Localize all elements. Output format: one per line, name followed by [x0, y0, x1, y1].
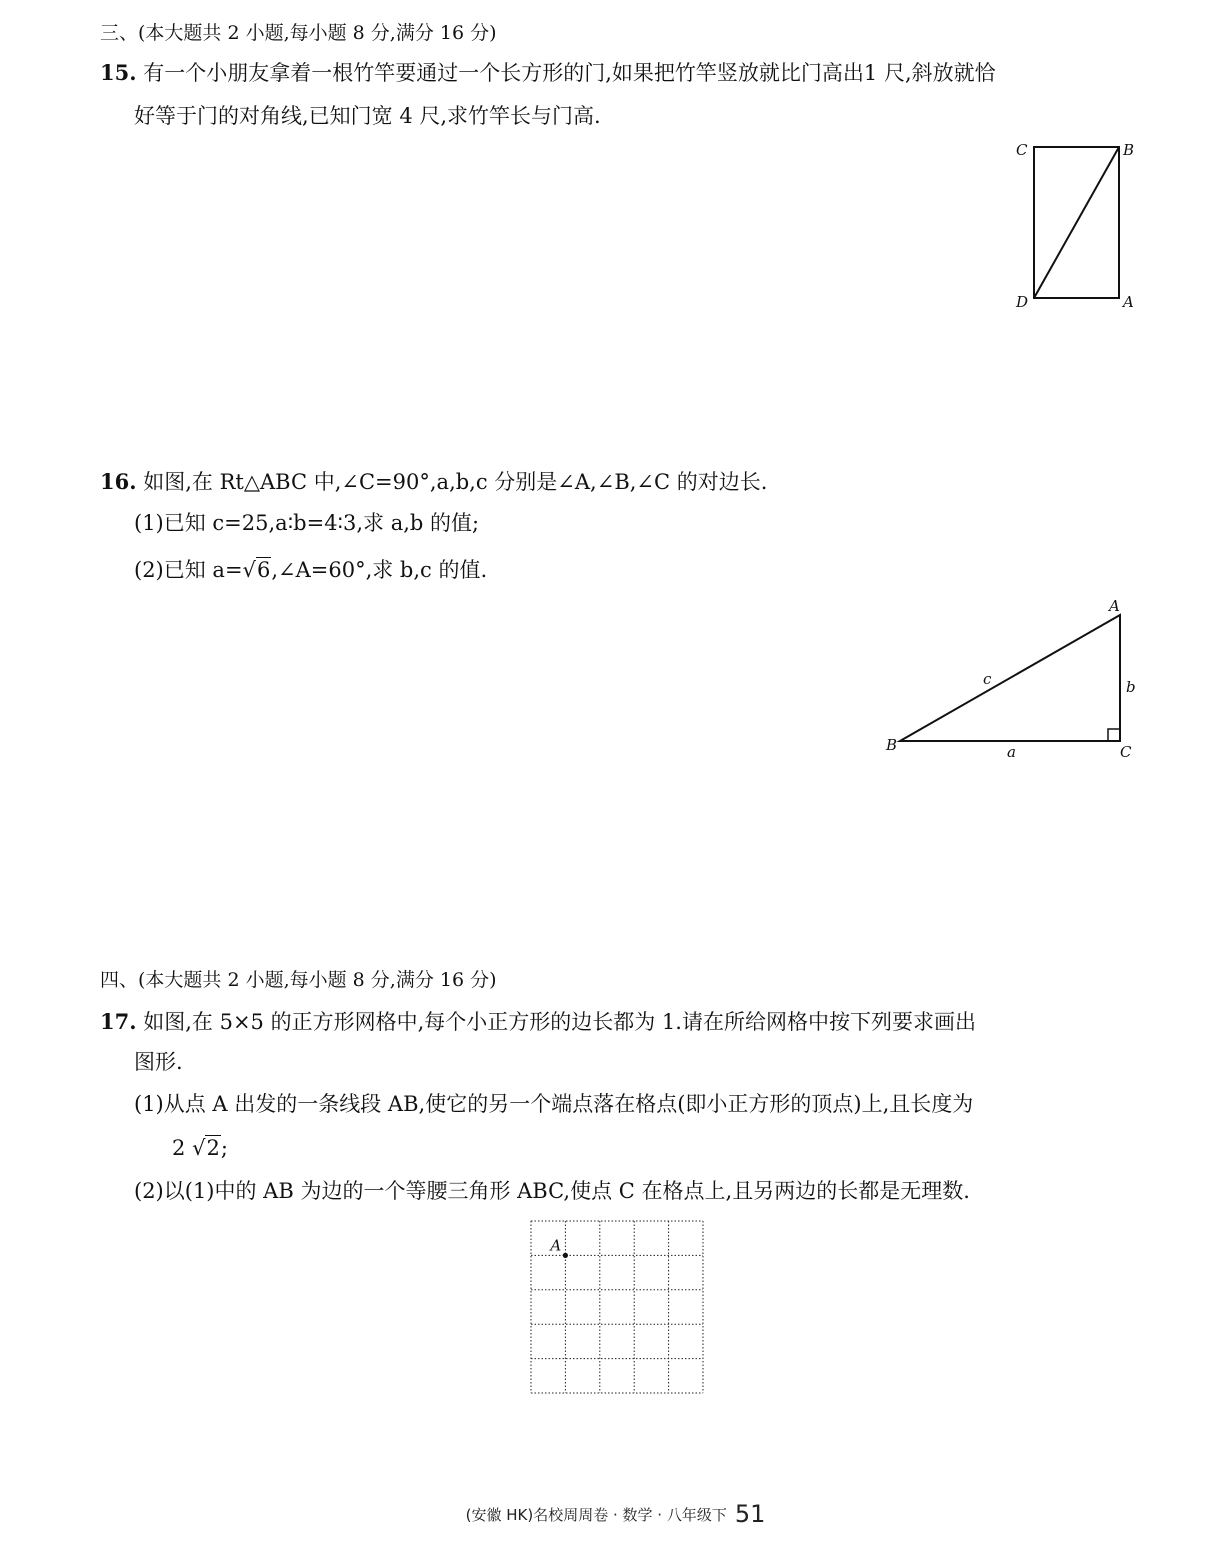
- page-number: 51: [734, 1500, 766, 1528]
- triangle-label-c-vertex: C: [1120, 743, 1132, 761]
- right-triangle-figure: [880, 595, 1150, 770]
- square-grid-figure: [520, 1212, 720, 1402]
- triangle-side-a: a: [1007, 743, 1016, 761]
- question-15-line-2: 好等于门的对角线,已知门宽 4 尺,求竹竿长与门高.: [134, 104, 601, 128]
- footer-text: (安徽 HK)名校周周卷 · 数学 · 八年级下: [465, 1506, 727, 1524]
- question-16-part-2-end: ,∠A=60°,求 b,c 的值.: [271, 558, 488, 582]
- section-3-heading: 三、(本大题共 2 小题,每小题 8 分,满分 16 分): [100, 22, 497, 44]
- question-17-line-1: [100, 1007, 976, 1037]
- question-16-line-1: [100, 467, 767, 497]
- question-17-number: 17.: [100, 1009, 137, 1034]
- door-rectangle-figure: [1005, 135, 1155, 315]
- question-16-part-1: (1)已知 c=25,a∶b=4∶3,求 a,b 的值;: [134, 511, 480, 535]
- question-17-text-1: 如图,在 5×5 的正方形网格中,每个小正方形的边长都为 1.请在所给网格中按下列要求画出: [143, 1010, 976, 1034]
- question-15-line-1: [100, 58, 996, 88]
- grid-point-a-label: A: [550, 1236, 562, 1255]
- triangle-label-b-vertex: B: [886, 736, 898, 754]
- sqrt-radical: √: [192, 1136, 206, 1160]
- question-16-stem: 如图,在 Rt△ABC 中,∠C=90°,a,b,c 分别是∠A,∠B,∠C 的对边长.: [143, 470, 768, 494]
- question-17-part-1-line-2: [172, 1133, 228, 1163]
- page-footer: [0, 1500, 1231, 1528]
- question-17-coefficient: 2: [172, 1136, 186, 1160]
- door-label-a: A: [1123, 293, 1134, 311]
- door-diagonal: [1034, 147, 1119, 298]
- sqrt-radicand: 2: [206, 1136, 220, 1160]
- door-label-b: B: [1123, 141, 1135, 159]
- triangle-side-c: c: [983, 670, 992, 688]
- question-16-part-2-start: (2)已知 a=: [134, 558, 243, 582]
- question-16-number: 16.: [100, 469, 137, 494]
- right-angle-mark: [1108, 729, 1120, 741]
- grid-point-a: [563, 1253, 568, 1258]
- question-17-line-2: 图形.: [134, 1050, 183, 1074]
- triangle-label-a-vertex: A: [1109, 597, 1120, 615]
- question-15-number: 15.: [100, 60, 137, 85]
- door-label-c: C: [1016, 141, 1028, 159]
- sqrt-radicand: 6: [256, 558, 271, 582]
- triangle-abc: [900, 615, 1120, 741]
- question-17-semicolon: ;: [220, 1136, 228, 1160]
- question-17-part-2: (2)以(1)中的 AB 为边的一个等腰三角形 ABC,使点 C 在格点上,且另两边的长都是无理数.: [134, 1179, 970, 1203]
- triangle-side-b: b: [1126, 678, 1136, 696]
- door-label-d: D: [1016, 293, 1029, 311]
- question-17-part-1-line-1: (1)从点 A 出发的一条线段 AB,使它的另一个端点落在格点(即小正方形的顶点)上,且长度为: [134, 1092, 974, 1116]
- question-16-part-2: [134, 555, 487, 585]
- sqrt-radical: √: [242, 558, 256, 582]
- section-4-heading: 四、(本大题共 2 小题,每小题 8 分,满分 16 分): [100, 969, 497, 991]
- question-15-text-1: 有一个小朋友拿着一根竹竿要通过一个长方形的门,如果把竹竿竖放就比门高出1 尺,斜放就恰: [143, 61, 996, 85]
